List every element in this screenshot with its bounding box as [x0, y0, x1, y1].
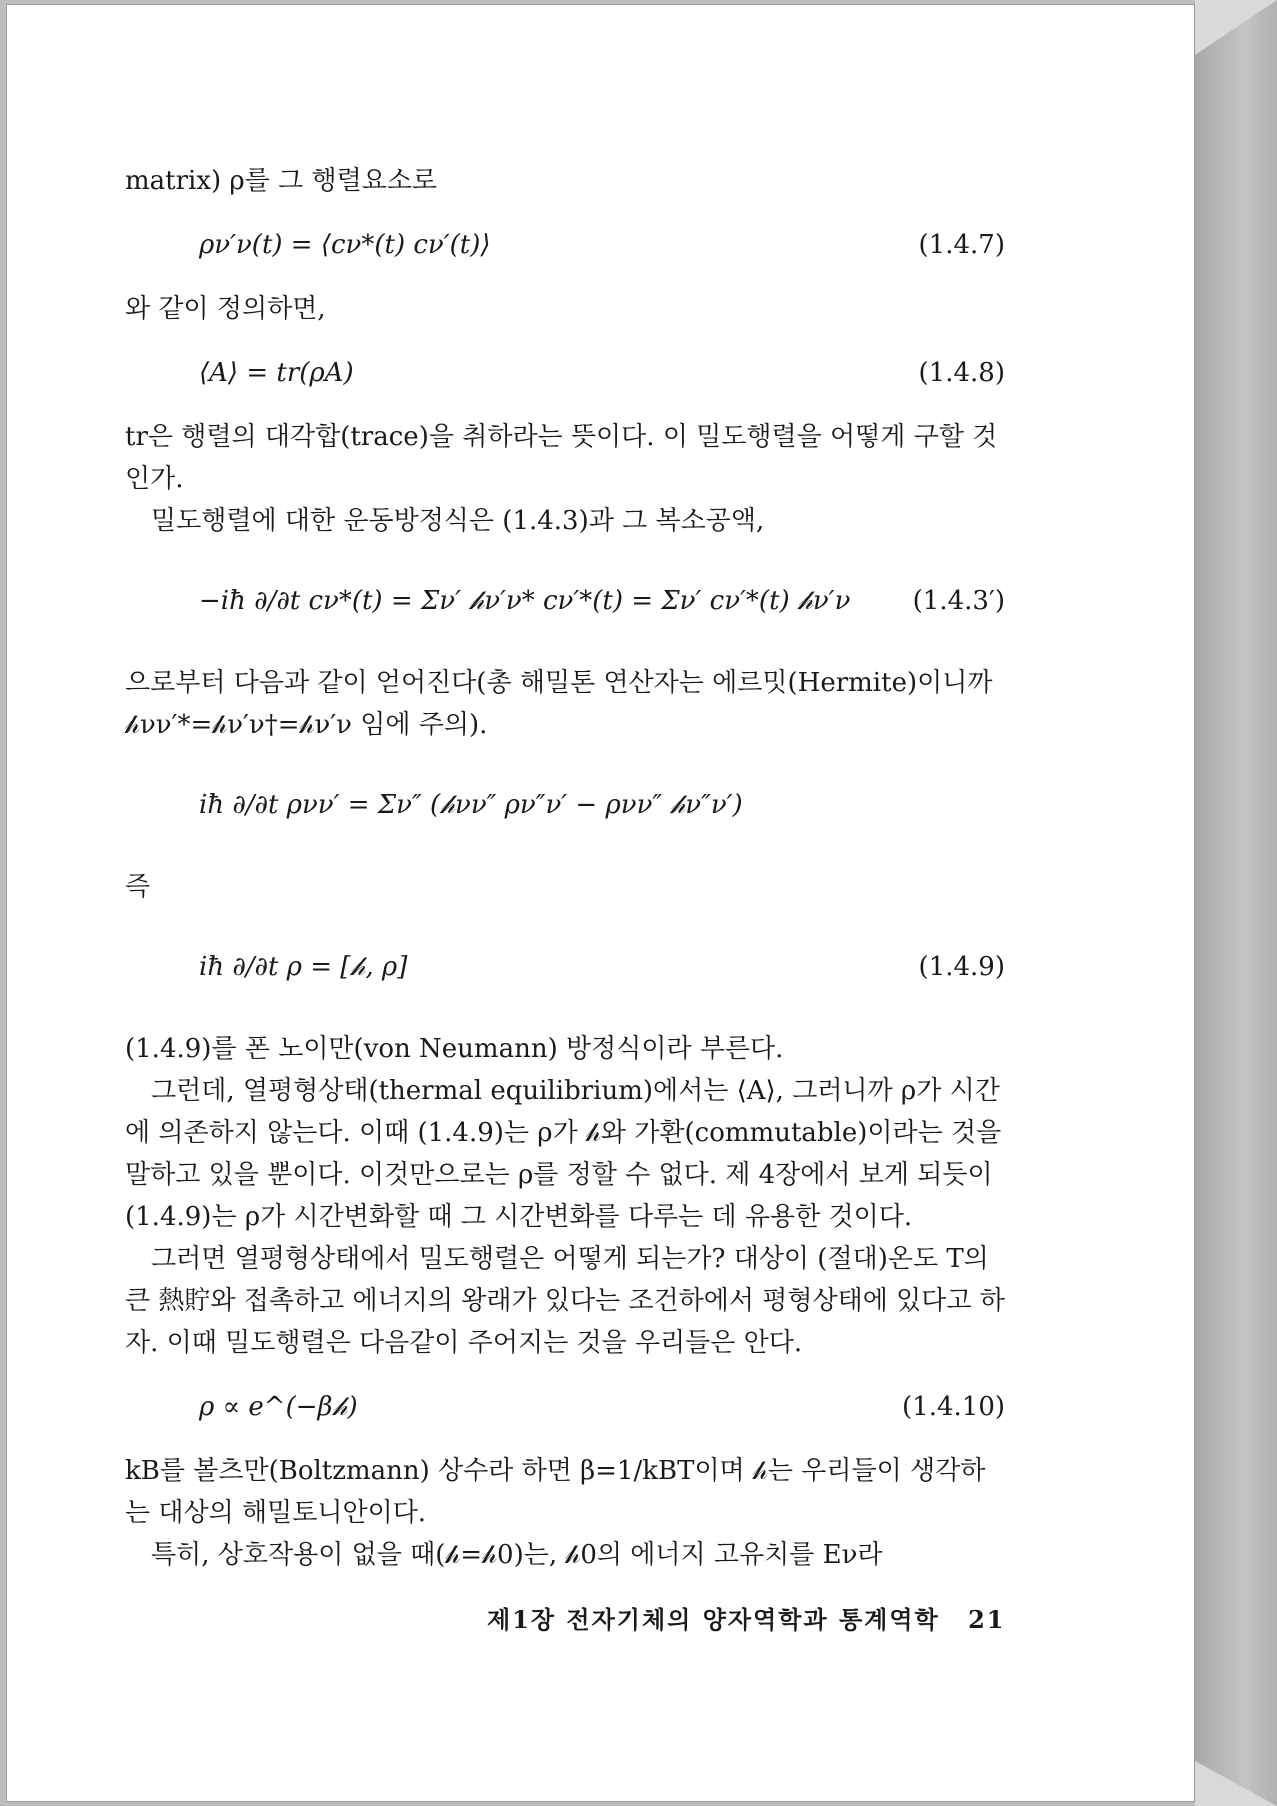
- equation-number: (1.4.9): [918, 952, 1005, 982]
- book-page: [6, 4, 1195, 1802]
- paragraph-10: kB를 볼츠만(Boltzmann) 상수라 하면 β=1/kBT이며 𝒽는 우리들이 생각하는 대상의 해밀토니안이다.: [125, 1456, 986, 1528]
- equation-1-4-7: [125, 224, 1005, 266]
- equation-density-matrix-motion: [125, 774, 1005, 838]
- paragraph-8: 그런데, 열평형상태(thermal equilibrium)에서는 ⟨A⟩, 그러니까 ρ가 시간에 의존하지 않는다. 이때 (1.4.9)는 ρ가 𝒽와 가환(commutable)이라는 것을 말하고 있을 뿐이다. 이것만으로는 ρ를 정할 수 없다. 제 4장에서 보게 되듯이 (1.4.9)는 ρ가 시간변화할 때 그 시간변화를 다루는 데 유용한 것이다.: [125, 1076, 1002, 1232]
- paragraph-3: tr은 행렬의 대각합(trace)을 취하라는 뜻이다. 이 밀도행렬을 어떻게 구할 것인가.: [125, 422, 998, 494]
- equation-number: (1.4.3′): [912, 586, 1005, 616]
- equation-expression: ρν′ν(t) = ⟨cν*(t) cν′(t)⟩: [199, 230, 491, 260]
- page-body: [125, 160, 1005, 1576]
- book-page-stack-bottom: [1195, 1761, 1277, 1806]
- equation-expression: iħ ∂/∂t ρνν′ = Σν″ (𝒽νν″ ρν″ν′ − ρνν″ 𝒽ν″ν′): [199, 790, 743, 820]
- page-number: 21: [968, 1605, 1006, 1634]
- equation-number: (1.4.7): [918, 230, 1005, 260]
- equation-1-4-8: [125, 352, 1005, 394]
- equation-number: (1.4.8): [918, 358, 1005, 388]
- paragraph-7: (1.4.9)를 폰 노이만(von Neumann) 방정식이라 부른다.: [125, 1034, 784, 1064]
- paragraph-1: matrix) ρ를 그 행렬요소로: [125, 166, 438, 196]
- paragraph-6: 즉: [125, 872, 151, 902]
- equation-1-4-3-prime: [125, 570, 1005, 634]
- running-head: 제1장 전자기체의 양자역학과 통계역학: [487, 1605, 940, 1634]
- book-page-stack: [1195, 0, 1277, 1806]
- equation-expression: ⟨A⟩ = tr(ρA): [199, 358, 354, 388]
- equation-expression: iħ ∂/∂t ρ = [𝒽, ρ]: [199, 952, 408, 982]
- equation-expression: ρ ∝ e^(−β𝒽): [199, 1392, 358, 1422]
- paragraph-11: 특히, 상호작용이 없을 때(𝒽=𝒽0)는, 𝒽0의 에너지 고유치를 Eν라: [151, 1540, 883, 1570]
- equation-expression: −iħ ∂/∂t cν*(t) = Σν′ 𝒽ν′ν* cν′*(t) = Σν′ cν′*(t) 𝒽ν′ν: [199, 586, 851, 616]
- paragraph-9: 그러면 열평형상태에서 밀도행렬은 어떻게 되는가? 대상이 (절대)온도 T의 큰 熱貯와 접촉하고 에너지의 왕래가 있다는 조건하에서 평형상태에 있다고 하자. 이때 밀도행렬은 다음같이 주어지는 것을 우리들은 안다.: [125, 1244, 1005, 1358]
- paragraph-5: 으로부터 다음과 같이 얻어진다(총 해밀톤 연산자는 에르밋(Hermite)이니까 𝒽νν′*=𝒽ν′ν†=𝒽ν′ν 임에 주의).: [125, 668, 993, 740]
- book-page-stack-top: [1195, 0, 1277, 55]
- equation-1-4-9: [125, 936, 1005, 1000]
- page-footer: [487, 1600, 1006, 1635]
- equation-1-4-10: [125, 1386, 1005, 1428]
- paragraph-2: 와 같이 정의하면,: [125, 294, 326, 324]
- paragraph-4: 밀도행렬에 대한 운동방정식은 (1.4.3)과 그 복소공액,: [151, 506, 765, 536]
- equation-number: (1.4.10): [902, 1392, 1005, 1422]
